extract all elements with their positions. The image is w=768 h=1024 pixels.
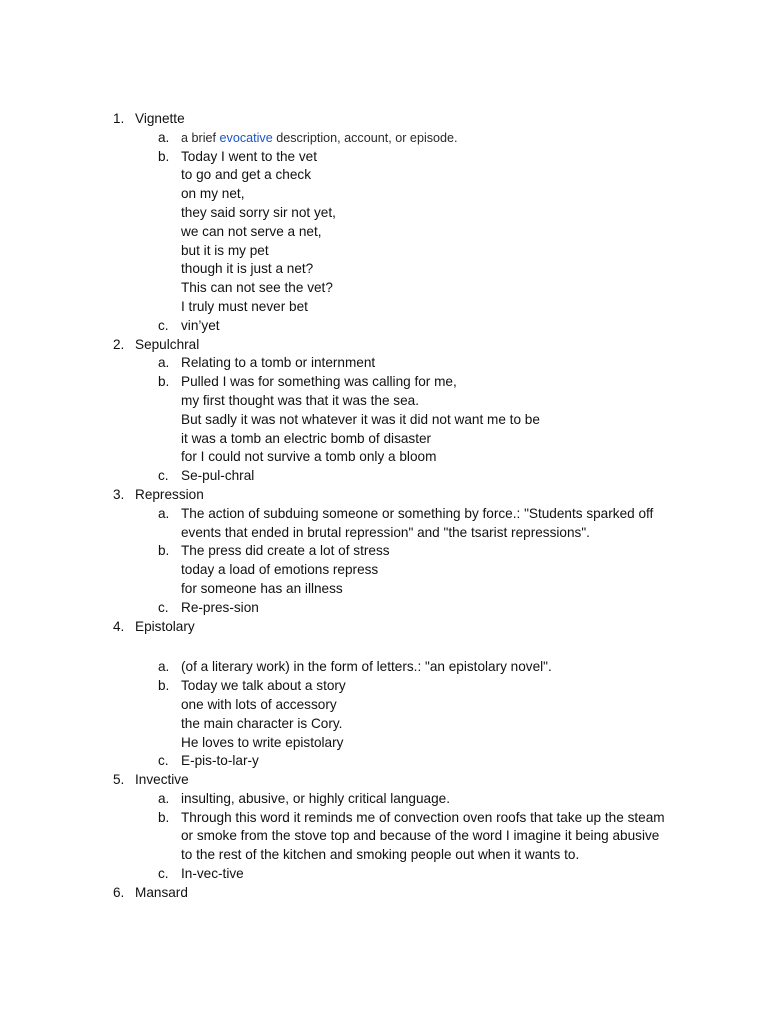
evocative-link[interactable]: evocative xyxy=(219,130,273,145)
sub-item-text: I truly must never bet xyxy=(181,298,308,314)
sub-item-line xyxy=(0,865,768,884)
sub-item xyxy=(0,599,768,618)
sub-item-line xyxy=(0,204,768,223)
sub-item-text: we can not serve a net, xyxy=(181,223,322,239)
sub-item-line xyxy=(0,790,768,809)
sub-item-letter: b. xyxy=(158,678,170,694)
sub-item-text: my first thought was that it was the sea. xyxy=(181,392,419,408)
sub-item-text: for someone has an illness xyxy=(181,580,343,596)
sub-item-line xyxy=(0,223,768,242)
sub-item xyxy=(0,317,768,336)
list-item xyxy=(0,486,768,618)
sub-item-line xyxy=(0,354,768,373)
term-word: Sepulchral xyxy=(135,336,200,352)
sub-item-text: though it is just a net? xyxy=(181,261,314,277)
sub-item-line xyxy=(0,185,768,204)
sub-item-text: it was a tomb an electric bomb of disaster xyxy=(181,430,432,446)
sub-item-line xyxy=(0,846,768,865)
sub-item-line xyxy=(0,524,768,543)
sub-item-text: the main character is Cory. xyxy=(181,715,343,731)
sub-item xyxy=(0,129,768,148)
spacer xyxy=(0,636,768,658)
item-number: 4. xyxy=(113,618,125,634)
item-number: 6. xyxy=(113,884,125,900)
sub-item-line xyxy=(0,260,768,279)
term-line xyxy=(0,486,768,505)
list-item xyxy=(0,771,768,884)
term-word: Vignette xyxy=(135,111,185,126)
sub-item xyxy=(0,809,768,865)
sub-item-line xyxy=(0,129,768,148)
sub-item-text: for I could not survive a tomb only a bloom xyxy=(181,449,437,465)
list-item xyxy=(0,618,768,772)
sub-item-text: The action of subduing someone or something by force.: "Students sparked off xyxy=(181,505,654,521)
sub-item-text: they said sorry sir not yet, xyxy=(181,204,336,220)
sub-item xyxy=(0,542,768,598)
sub-item-line xyxy=(0,373,768,392)
sub-item-text: This can not see the vet? xyxy=(181,280,333,296)
sub-item-text: Re-pres-sion xyxy=(181,599,259,615)
sub-item-text: Relating to a tomb or internment xyxy=(181,355,376,371)
sub-item-line xyxy=(0,542,768,561)
sub-item xyxy=(0,865,768,884)
sub-item-text: Pulled I was for something was calling for me, xyxy=(181,374,457,390)
sub-item-line xyxy=(0,448,768,467)
sub-item-text: to go and get a check xyxy=(181,167,311,183)
sub-item-text: He loves to write epistolary xyxy=(181,734,344,750)
sub-item-letter: c. xyxy=(158,753,169,769)
item-number: 3. xyxy=(113,486,125,502)
sub-item-text: But sadly it was not whatever it was it did not want me to be xyxy=(181,411,540,427)
sub-item-line xyxy=(0,752,768,771)
sub-item-letter: a. xyxy=(158,659,170,675)
sub-item-letter: a. xyxy=(158,505,170,521)
sub-item-text: Today we talk about a story xyxy=(181,678,346,694)
sub-item-text: today a load of emotions repress xyxy=(181,562,379,578)
sub-item-letter: b. xyxy=(158,148,170,164)
sub-item-line xyxy=(0,658,768,677)
sub-item-line xyxy=(0,430,768,449)
term-line xyxy=(0,884,768,903)
sub-item-line xyxy=(0,677,768,696)
term-line xyxy=(0,771,768,790)
term-word: Mansard xyxy=(135,884,188,900)
sub-item-text: insulting, abusive, or highly critical language. xyxy=(181,790,451,806)
sub-item-text: to the rest of the kitchen and smoking people out when it wants to. xyxy=(181,847,580,863)
sub-item-letter: c. xyxy=(158,468,169,484)
sub-item-line xyxy=(0,827,768,846)
vocabulary-list xyxy=(0,110,768,903)
sub-item-text: but it is my pet xyxy=(181,242,269,258)
sub-item-line xyxy=(0,467,768,486)
sub-item-line xyxy=(0,298,768,317)
sub-item-letter: a. xyxy=(158,129,170,145)
sub-item-text: a brief evocative description, account, or episode. xyxy=(181,130,458,145)
sub-item-letter: b. xyxy=(158,543,170,559)
sub-item-text: The press did create a lot of stress xyxy=(181,543,390,559)
sub-item-text: E-pis-to-lar-y xyxy=(181,753,259,769)
term-line xyxy=(0,336,768,355)
sub-item-letter: a. xyxy=(158,355,170,371)
item-number: 5. xyxy=(113,772,125,788)
sub-item xyxy=(0,752,768,771)
item-number: 2. xyxy=(113,336,125,352)
sub-item-line xyxy=(0,599,768,618)
sub-item-line xyxy=(0,279,768,298)
sub-item-line xyxy=(0,715,768,734)
sub-item-text: Today I went to the vet xyxy=(181,148,318,164)
sub-item-line xyxy=(0,734,768,753)
term-word: Epistolary xyxy=(135,618,195,634)
sub-item xyxy=(0,148,768,317)
sub-item xyxy=(0,354,768,373)
sub-item-line xyxy=(0,317,768,336)
sub-item-text: one with lots of accessory xyxy=(181,696,337,712)
sub-item-letter: c. xyxy=(158,599,169,615)
term-line xyxy=(0,110,768,129)
list-item xyxy=(0,110,768,336)
term-word: Repression xyxy=(135,486,204,502)
sub-item-letter: b. xyxy=(158,374,170,390)
sub-item-line xyxy=(0,242,768,261)
sub-item-line xyxy=(0,148,768,167)
sub-item-line xyxy=(0,809,768,828)
term-word: Invective xyxy=(135,772,189,788)
sub-item-text: Se-pul-chral xyxy=(181,468,255,484)
term-line xyxy=(0,618,768,637)
sub-item-text: on my net, xyxy=(181,186,245,202)
sub-item xyxy=(0,677,768,752)
sub-item-line xyxy=(0,392,768,411)
sub-item xyxy=(0,658,768,677)
sub-item xyxy=(0,467,768,486)
sub-item-line xyxy=(0,411,768,430)
list-item xyxy=(0,884,768,903)
sub-item-line xyxy=(0,580,768,599)
sub-item-letter: c. xyxy=(158,317,169,333)
sub-item-line xyxy=(0,166,768,185)
sub-item-text: vin’yet xyxy=(181,317,220,333)
sub-item-line xyxy=(0,696,768,715)
sub-item xyxy=(0,373,768,467)
sub-item-text: (of a literary work) in the form of letters.: "an epistolary novel". xyxy=(181,659,552,675)
sub-item-text: or smoke from the stove top and because of the word I imagine it being abusive xyxy=(181,828,660,844)
sub-item-text: Through this word it reminds me of convection oven roofs that take up the steam xyxy=(181,809,665,825)
sub-item-letter: b. xyxy=(158,809,170,825)
sub-item-line xyxy=(0,561,768,580)
sub-item-text: events that ended in brutal repression" and "the tsarist repressions". xyxy=(181,524,590,540)
sub-item xyxy=(0,790,768,809)
sub-item xyxy=(0,505,768,543)
sub-item-text: In-vec-tive xyxy=(181,866,244,882)
sub-item-letter: a. xyxy=(158,790,170,806)
sub-item-line xyxy=(0,505,768,524)
sub-item-letter: c. xyxy=(158,866,169,882)
list-item xyxy=(0,336,768,486)
item-number: 1. xyxy=(113,111,125,126)
